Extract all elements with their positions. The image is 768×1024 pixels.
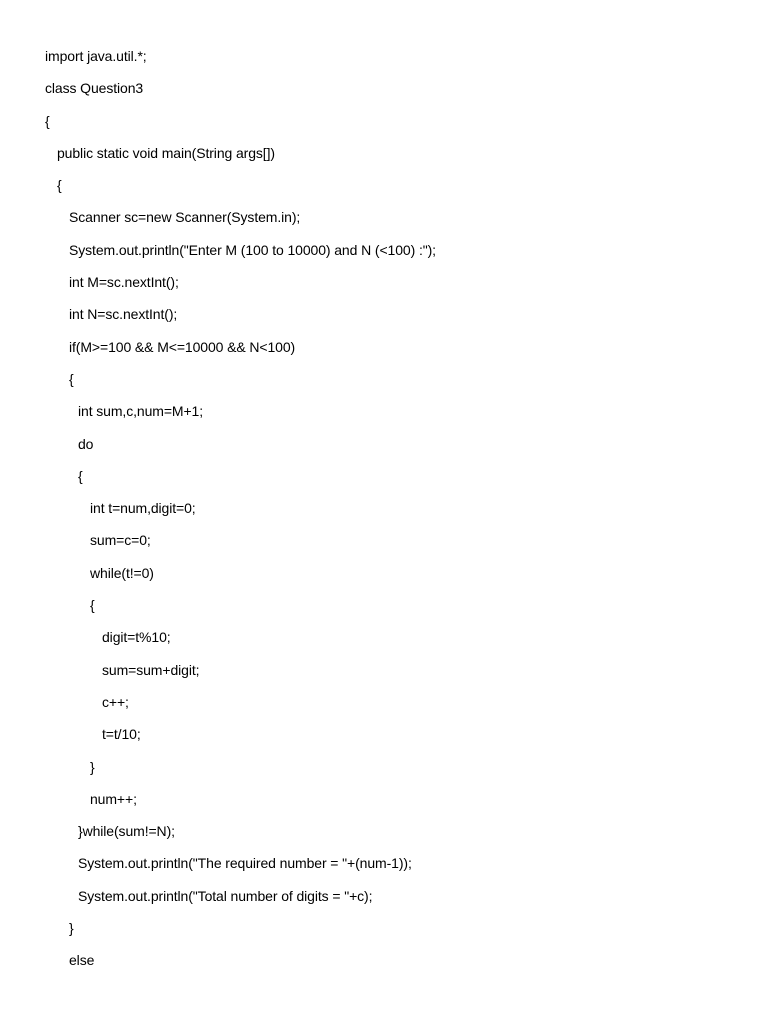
code-line: do — [78, 435, 94, 452]
code-line: int t=num,digit=0; — [90, 500, 196, 517]
code-line: } — [69, 920, 74, 937]
code-line: while(t!=0) — [90, 564, 154, 581]
code-line: int M=sc.nextInt(); — [69, 274, 179, 291]
code-line: { — [69, 370, 74, 387]
code-block — [45, 46, 436, 983]
code-line: sum=sum+digit; — [102, 661, 200, 678]
code-line: System.out.println("Total number of digits = "+c); — [78, 887, 373, 904]
code-line: if(M>=100 && M<=10000 && N<100) — [69, 338, 296, 355]
code-line: else — [69, 952, 95, 969]
code-line: digit=t%10; — [102, 629, 171, 646]
code-line: class Question3 — [45, 80, 144, 97]
code-line: System.out.println("Enter M (100 to 10000) and N (<100) :"); — [69, 241, 436, 258]
code-line: t=t/10; — [102, 726, 141, 743]
code-line: System.out.println("The required number = "+(num-1)); — [78, 855, 412, 872]
code-line: { — [78, 467, 83, 484]
code-line: }while(sum!=N); — [78, 823, 175, 840]
code-line: Scanner sc=new Scanner(System.in); — [69, 209, 301, 226]
code-line: { — [57, 177, 62, 194]
code-line: public static void main(String args[]) — [57, 144, 275, 161]
code-line: c++; — [102, 693, 129, 710]
code-line: } — [90, 758, 95, 775]
code-line: int N=sc.nextInt(); — [69, 306, 178, 323]
code-line: { — [90, 597, 95, 614]
code-line: num++; — [90, 790, 137, 807]
code-line: import java.util.*; — [45, 48, 147, 64]
code-line: { — [45, 112, 50, 129]
code-line: sum=c=0; — [90, 532, 151, 549]
code-line: int sum,c,num=M+1; — [78, 403, 204, 420]
